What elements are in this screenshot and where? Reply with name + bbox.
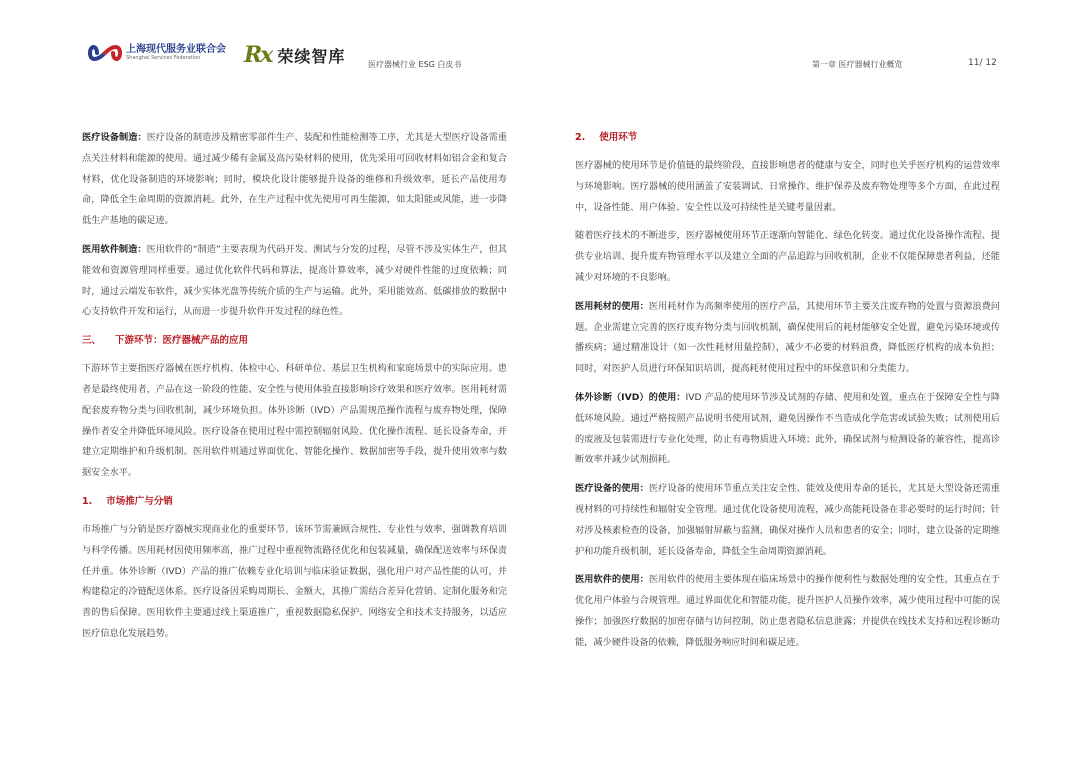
section-heading-marketing	[82, 492, 507, 512]
paragraph-text: IVD 产品的使用环节涉及试剂的存储、使用和处置，重点在于保障安全性与降低环境风险。通过严格按照产品说明书使用试剂，避免因操作不当造成化学危害或试验失败；试剂使用后的废液及包装需进行专业化处理，防止有毒物质进入环境；此外，确保试剂与检测设备的兼容性，提高诊断效率并减少试剂损耗。	[575, 391, 1001, 466]
heading-number: 2.	[575, 132, 586, 143]
paragraph-text: 医用软件的“制造”主要表现为代码开发、测试与分发的过程，尽管不涉及实体生产，但其能效和资源管理同样重要。通过优化软件代码和算法，提高计算效率，减少对硬件性能的过度依赖；同时，通过云端发布软件，减少实体光盘等传统介质的生产与运输。此外，采用能效高、低碳排放的数据中心支持软件开发和运行，从而进一步提升软件开发过程的绿色性。	[82, 243, 507, 318]
paragraph-usage-trend	[575, 226, 1000, 288]
chapter-title: 第一章 医疗器械行业概览	[812, 60, 903, 69]
section-heading-downstream	[82, 331, 507, 351]
paragraph-text: 医用耗材作为高频率使用的医疗产品，其使用环节主要关注废弃物的处置与资源浪费问题。企业需建立完善的医疗废弃物分类与回收机制，确保使用后的耗材能够安全处置，避免污染环境或传播疾病；通过精准设计（如一次性耗材用量控制），减少不必要的材料浪费，降低医疗机构的成本负担；同时，对医护人员进行环保知识培训，提高耗材使用过程中的环保意识和分类能力。	[575, 300, 1000, 375]
page-number: 11/ 12	[968, 58, 997, 68]
heading-number: 1.	[82, 495, 93, 507]
paragraph-lead: 医用软件制造：	[82, 243, 147, 255]
paragraph-device-usage	[575, 479, 1000, 562]
rongxu-logo	[244, 42, 345, 68]
paragraph-software-manufacturing	[82, 240, 507, 323]
document-title: 医疗器械行业 ESG 白皮书	[368, 60, 462, 69]
heading-text: 使用环节	[599, 132, 638, 143]
paragraph-text: 医疗设备的制造涉及精密零部件生产、装配和性能检测等工序，尤其是大型医疗设备需重点关注材料和能源的使用。通过减少稀有金属及高污染材料的使用，优先采用可回收材料如铝合金和复合材料，优化设备制造的环境影响；同时，模块化设计能够提升设备的维修和升级效率，延长产品使用寿命，降低全生命周期的资源消耗。此外，在生产过程中优先使用可再生能源，如太阳能或风能，进一步降低生产基地的碳足迹。	[82, 132, 508, 227]
paragraph-marketing	[82, 520, 507, 645]
paragraph-downstream	[82, 359, 507, 484]
left-column	[82, 128, 507, 653]
paragraph-ivd-usage	[575, 388, 1000, 471]
paragraph-text: 下游环节主要指医疗器械在医疗机构、体检中心、科研单位、基层卫生机构和家庭场景中的实际应用。患者是最终使用者，产品在这一阶段的性能、安全性与使用体验直接影响诊疗效果和医疗效率。医用耗材需配套废弃物分类与回收机制，减少环境负担。体外诊断（IVD）产品需规范操作流程与废弃物处理，保障操作者安全并降低环境风险。医疗设备在使用过程中需控制辐射风险、优化操作流程、延长设备寿命，并建立定期维护和升级机制。医用软件则通过界面优化、智能化操作、数据加密等手段，提升使用效率与数据安全水平。	[82, 363, 507, 479]
paragraph-text: 随着医疗技术的不断进步，医疗器械使用环节正逐渐向智能化、绿色化转变。通过优化设备操作流程、提供专业培训、提升废弃物管理水平以及建立全面的产品追踪与回收机制，企业不仅能保障患者利益，还能减少对环境的不良影响。	[575, 230, 1000, 283]
paragraph-lead: 医用软件的使用：	[575, 574, 649, 586]
paragraph-text: 医疗设备的使用环节重点关注安全性、能效及使用寿命的延长，尤其是大型设备还需重视材料的可持续性和辐射安全管理。通过优化设备使用流程，减少高能耗设备在非必要时的运行时间；针对涉及核素检查的设备，加强辐射屏蔽与监测，确保对操作人员和患者的安全；同时，建立设备的定期维护和功能升级机制，延长设备寿命，降低全生命周期资源消耗。	[575, 483, 1000, 557]
paragraph-lead: 医疗设备制造：	[82, 132, 147, 143]
section-heading-usage	[575, 128, 1000, 148]
ssf-logo	[88, 40, 226, 66]
paragraph-device-manufacturing	[82, 128, 507, 232]
ssf-infinity-icon	[88, 40, 122, 66]
ssf-logo-en: Shanghai Services Federation	[126, 54, 201, 61]
rongxu-rx-mark: Rx	[244, 42, 272, 68]
heading-text: 下游环节：医疗器械产品的应用	[115, 335, 249, 347]
paragraph-lead: 医用耗材的使用：	[575, 300, 649, 312]
paragraph-text: 市场推广与分销是医疗器械实现商业化的重要环节。该环节需兼顾合规性、专业性与效率，强调教育培训与科学传播。医用耗材因使用频率高，推广过程中重视物流路径优化和包装减量，确保配送效率与环保责任并重。体外诊断（IVD）产品的推广依赖专业化培训与临床验证数据，强化用户对产品性能的认可，并构建稳定的冷链配送体系。医疗设备因采购周期长、金额大，其推广需结合差异化营销、定制化服务和完善的售后保障。医用软件主要通过线上渠道推广，重视数据隐私保护、网络安全和技术支持服务，以适应医疗信息化发展趋势。	[82, 523, 507, 639]
rongxu-name: 荣续智库	[277, 46, 346, 66]
right-column	[575, 128, 1000, 662]
page-header	[0, 0, 1080, 90]
paragraph-software-usage	[575, 570, 1000, 653]
paragraph-usage-intro	[575, 156, 1000, 218]
paragraph-text: 医用软件的使用主要体现在临床场景中的操作便利性与数据处理的安全性，其重点在于优化用户体验与合规管理。通过界面优化和智能功能，提升医护人员操作效率，减少使用过程中可能的误操作；加强医疗数据的加密存储与访问控制，防止患者隐私信息泄露；并提供在线技术支持和远程诊断功能，减少硬件设备的依赖，降低服务响应时间和碳足迹。	[575, 574, 1000, 648]
paragraph-consumables-usage	[575, 297, 1000, 380]
heading-text: 市场推广与分销	[106, 495, 173, 507]
paragraph-lead: 体外诊断（IVD）的使用：	[575, 391, 686, 403]
ssf-logo-cn: 上海现代服务业联合会	[126, 44, 226, 56]
paragraph-text: 医疗器械的使用环节是价值链的最终阶段，直接影响患者的健康与安全，同时也关乎医疗机构的运营效率与环境影响。医疗器械的使用涵盖了安装调试、日常操作、维护保养及废弃物处理等多个方面，在此过程中，设备性能、用户体验、安全性以及可持续性是关键考量因素。	[575, 160, 1000, 213]
heading-number: 三、	[82, 335, 102, 347]
paragraph-lead: 医疗设备的使用：	[575, 483, 649, 495]
